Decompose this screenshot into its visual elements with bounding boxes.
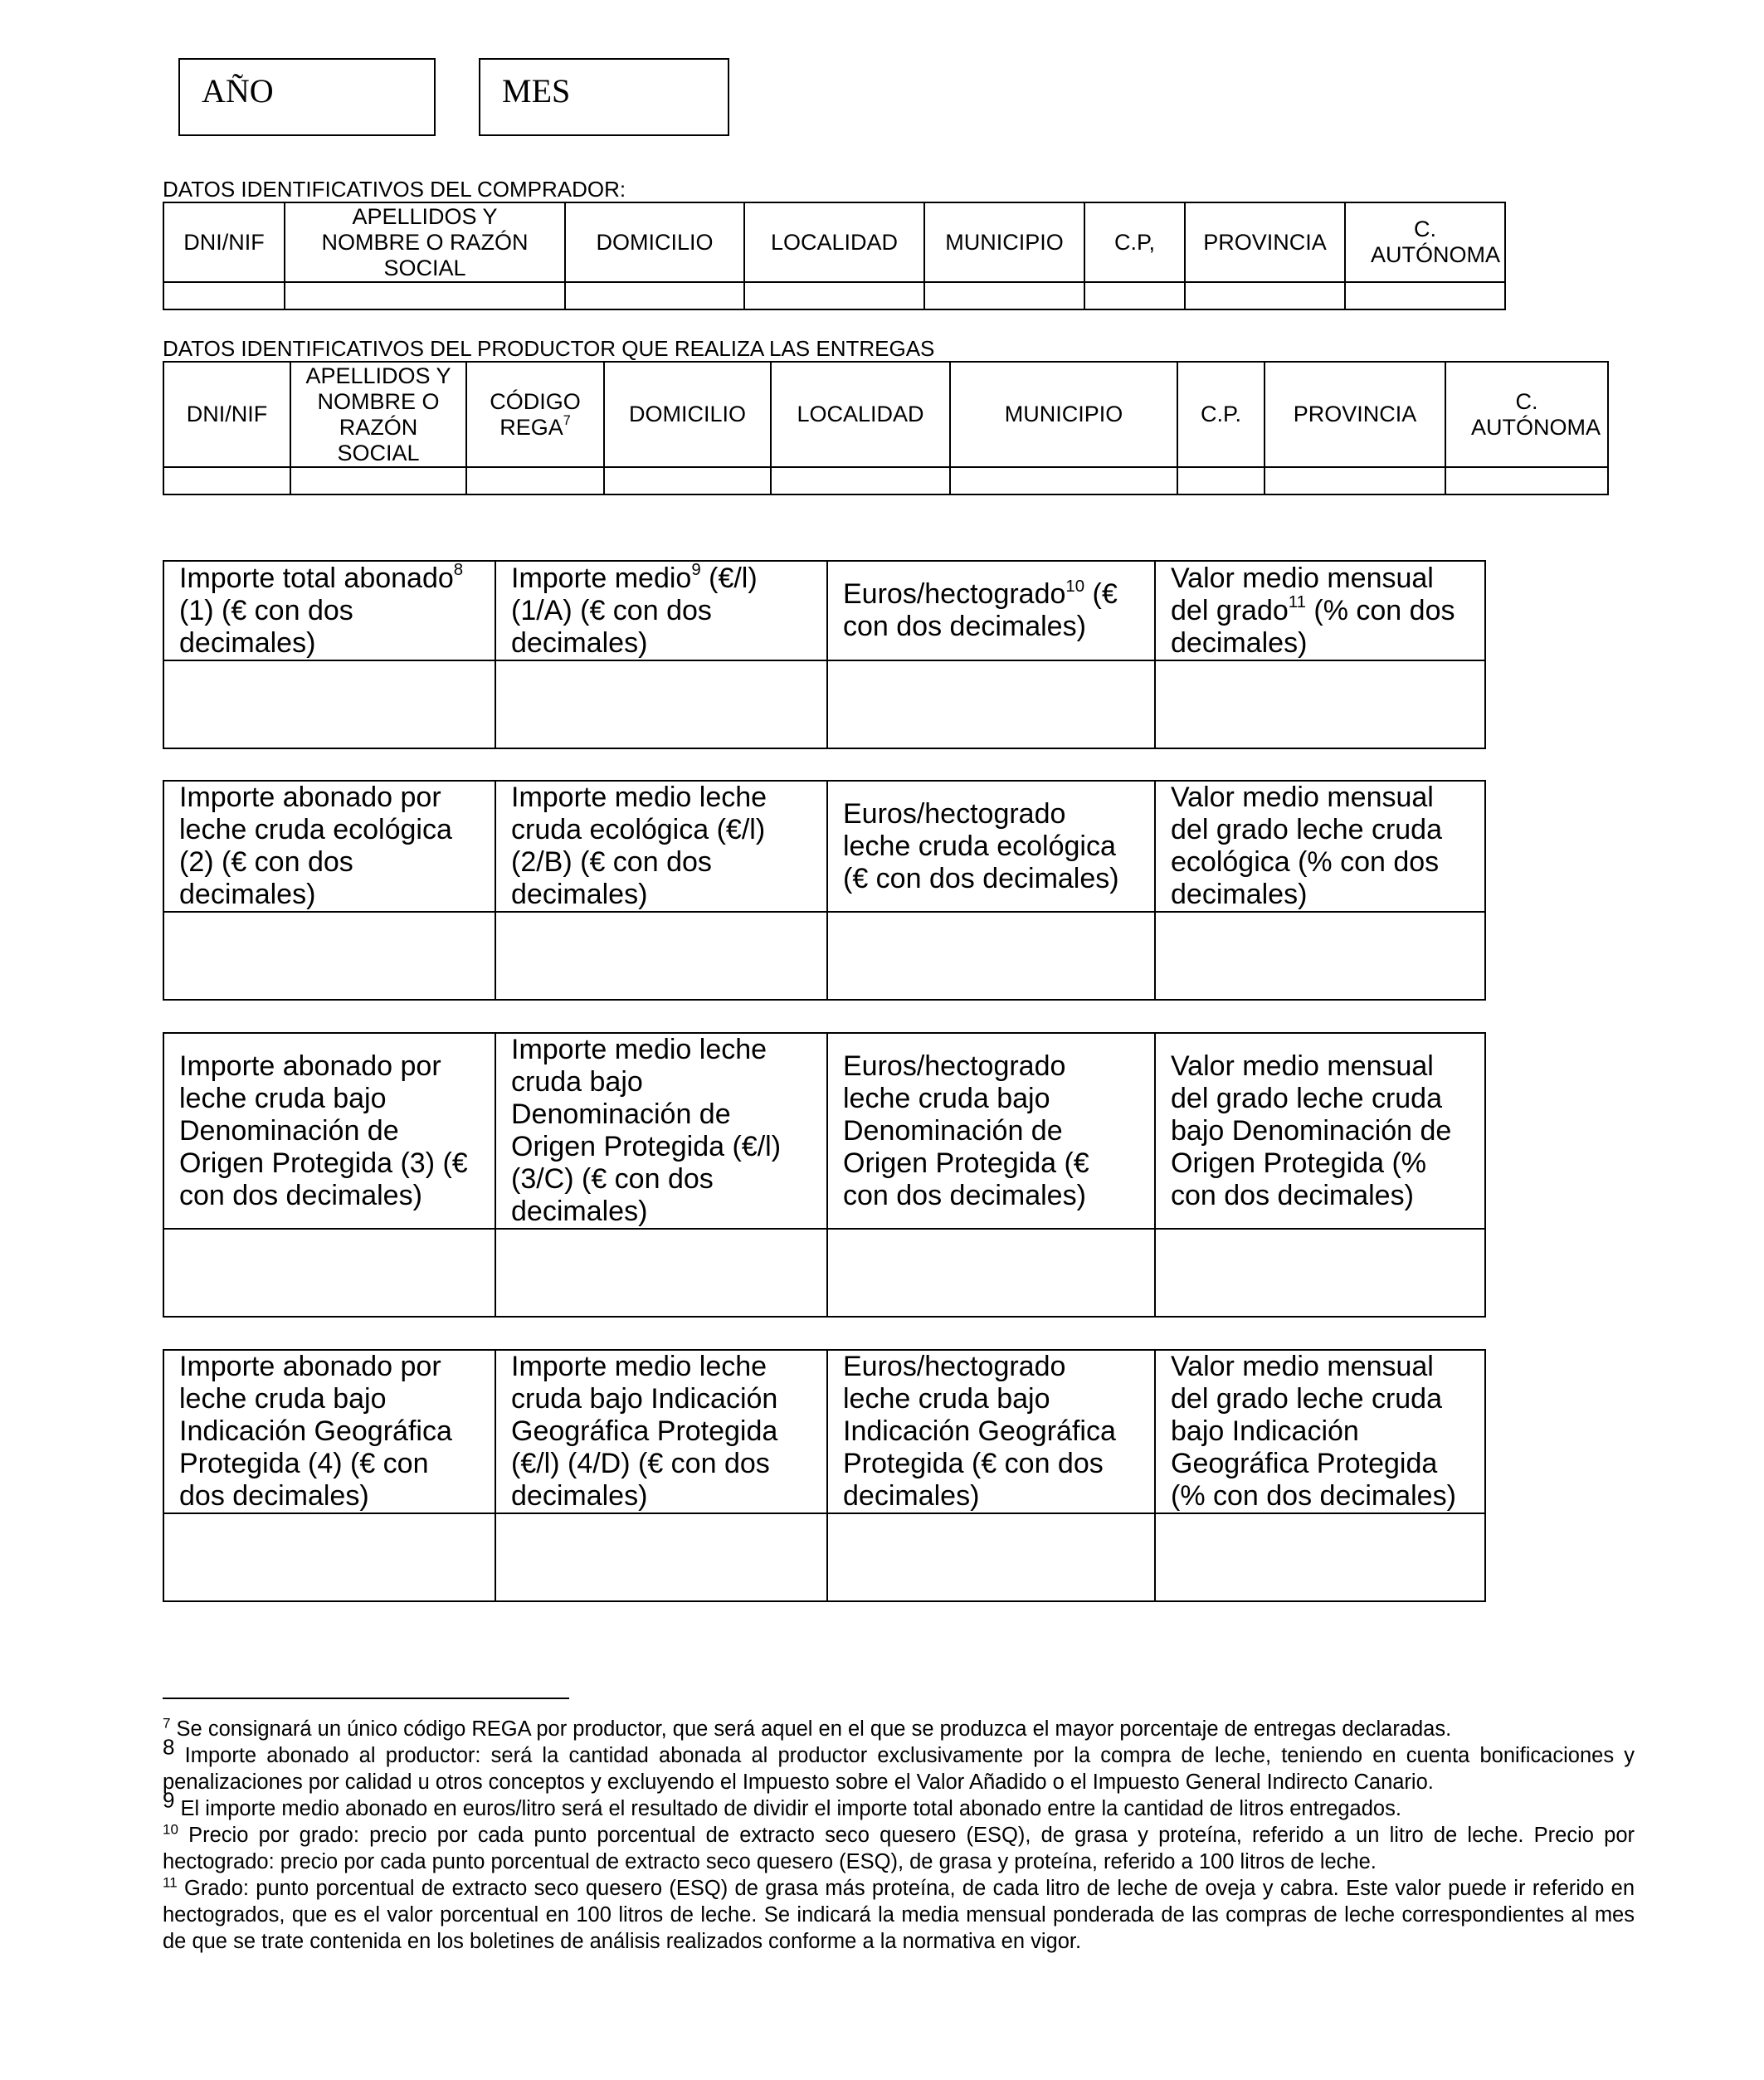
dop-header-medio: Importe medio leche cruda bajo Denominación de Origen Protegida (€/l) (3/C) (€ con dos decimales): [495, 1033, 827, 1229]
ecologica-input-hectogrado[interactable]: [827, 912, 1155, 1000]
month-label: MES: [502, 72, 571, 110]
producer-header-localidad: LOCALIDAD: [771, 362, 950, 467]
buyer-header-autonomia: C. AUTÓNOMA: [1345, 202, 1505, 282]
producer-header-cp: C.P.: [1177, 362, 1265, 467]
dop-input-medio[interactable]: [495, 1229, 827, 1317]
dop-table: [163, 1032, 1486, 1318]
ecologica-input-importe[interactable]: [163, 912, 495, 1000]
footnote-8: 8 Importe abonado al productor: será la cantidad abonada al productor exclusivamente por la compra de leche, teniendo en cuenta bonificaciones y penalizaciones por calidad u otros conceptos y excluyendo el Impuesto sobre el Valor Añadido o el Impuesto General Indirecto Canario.: [163, 1734, 1635, 1794]
total-header-importe: Importe total abonado$^8$ (1) (€ con dos decimales): [163, 561, 495, 660]
footnote-9: 9 El importe medio abonado en euros/litro será el resultado de dividir el importe total abonado entre la cantidad de litros entregados.: [163, 1787, 1401, 1820]
footnotes: [163, 1716, 1635, 1955]
total-input-grado[interactable]: [1155, 660, 1485, 748]
buyer-header-domicilio: DOMICILIO: [565, 202, 744, 282]
igp-header-hectogrado: Euros/hectogrado leche cruda bajo Indicación Geográfica Protegida (€ con dos decimales): [827, 1350, 1155, 1513]
producer-input-cp[interactable]: [1177, 467, 1265, 494]
total-header-grado: Valor medio mensual del grado$^{11}$ (% con dos decimales): [1155, 561, 1485, 660]
ecologica-header-medio: Importe medio leche cruda ecológica (€/l) (2/B) (€ con dos decimales): [495, 781, 827, 912]
buyer-section-title: DATOS IDENTIFICATIVOS DEL COMPRADOR:: [163, 177, 626, 202]
month-field[interactable]: [479, 58, 729, 136]
ecologica-input-medio[interactable]: [495, 912, 827, 1000]
producer-header-provincia: PROVINCIA: [1265, 362, 1445, 467]
producer-header-domicilio: DOMICILIO: [604, 362, 771, 467]
total-input-medio[interactable]: [495, 660, 827, 748]
buyer-input-dni[interactable]: [163, 282, 285, 309]
buyer-header-localidad: LOCALIDAD: [744, 202, 924, 282]
buyer-input-cp[interactable]: [1084, 282, 1185, 309]
buyer-header-dni: DNI/NIF: [163, 202, 285, 282]
producer-input-domicilio[interactable]: [604, 467, 771, 494]
producer-input-municipio[interactable]: [950, 467, 1177, 494]
producer-input-provincia[interactable]: [1265, 467, 1445, 494]
ecologica-header-hectogrado: Euros/hectogrado leche cruda ecológica (€ con dos decimales): [827, 781, 1155, 912]
buyer-input-provincia[interactable]: [1185, 282, 1345, 309]
dop-input-hectogrado[interactable]: [827, 1229, 1155, 1317]
total-header-medio: Importe medio$^9$ (€/l) (1/A) (€ con dos decimales): [495, 561, 827, 660]
footnote-separator: [163, 1698, 569, 1699]
footnote-7: $^7$ Se consignará un único código REGA por productor, que será aquel en el que se produzca el mayor porcentaje de entregas declaradas.: [163, 1715, 1452, 1741]
buyer-input-municipio[interactable]: [924, 282, 1084, 309]
rega-footnote-ref: 7: [563, 412, 571, 428]
total-input-importe[interactable]: [163, 660, 495, 748]
dop-header-hectogrado: Euros/hectogrado leche cruda bajo Denominación de Origen Protegida (€ con dos decimales): [827, 1033, 1155, 1229]
producer-input-rega[interactable]: [466, 467, 604, 494]
producer-input-name[interactable]: [290, 467, 466, 494]
year-label: AÑO: [202, 72, 274, 110]
dop-input-importe[interactable]: [163, 1229, 495, 1317]
igp-header-grado: Valor medio mensual del grado leche cruda bajo Indicación Geográfica Protegida (% con dos decimales): [1155, 1350, 1485, 1513]
dop-header-grado: Valor medio mensual del grado leche cruda bajo Denominación de Origen Protegida (% con dos decimales): [1155, 1033, 1485, 1229]
producer-header-dni: DNI/NIF: [163, 362, 290, 467]
ecologica-table: [163, 780, 1486, 1001]
dop-input-grado[interactable]: [1155, 1229, 1485, 1317]
ecologica-header-grado: Valor medio mensual del grado leche cruda ecológica (% con dos decimales): [1155, 781, 1485, 912]
buyer-table: [163, 202, 1506, 310]
buyer-header-provincia: PROVINCIA: [1185, 202, 1345, 282]
buyer-input-autonomia[interactable]: [1345, 282, 1505, 309]
total-header-hectogrado: Euros/hectogrado$^{10}$ (€ con dos decimales): [827, 561, 1155, 660]
dop-header-importe: Importe abonado por leche cruda bajo Denominación de Origen Protegida (3) (€ con dos decimales): [163, 1033, 495, 1229]
buyer-input-domicilio[interactable]: [565, 282, 744, 309]
producer-header-rega: CÓDIGO REGA$^7$: [466, 362, 604, 467]
year-field[interactable]: [178, 58, 436, 136]
igp-input-medio[interactable]: [495, 1513, 827, 1601]
igp-table: [163, 1349, 1486, 1602]
igp-header-importe: Importe abonado por leche cruda bajo Indicación Geográfica Protegida (4) (€ con dos decimales): [163, 1350, 495, 1513]
buyer-header-cp: C.P,: [1084, 202, 1185, 282]
buyer-input-name[interactable]: [285, 282, 565, 309]
producer-input-autonomia[interactable]: [1445, 467, 1608, 494]
total-input-hectogrado[interactable]: [827, 660, 1155, 748]
igp-input-grado[interactable]: [1155, 1513, 1485, 1601]
producer-header-name: APELLIDOS Y NOMBRE O RAZÓN SOCIAL: [290, 362, 466, 467]
ecologica-input-grado[interactable]: [1155, 912, 1485, 1000]
producer-input-localidad[interactable]: [771, 467, 950, 494]
footnote-10: $^{10}$ Precio por grado: precio por cada punto porcentual de extracto seco quesero (ESQ), de grasa y proteína, referido a un litro de leche. Precio por hectogrado: precio por cada punto porcentual de extracto seco quesero (ESQ), de grasa y proteína, referido a 100 litros de leche.: [163, 1821, 1635, 1873]
producer-header-municipio: MUNICIPIO: [950, 362, 1177, 467]
igp-input-importe[interactable]: [163, 1513, 495, 1601]
buyer-header-name: APELLIDOS Y NOMBRE O RAZÓN SOCIAL: [285, 202, 565, 282]
producer-header-autonomia: C. AUTÓNOMA: [1445, 362, 1608, 467]
ecologica-header-importe: Importe abonado por leche cruda ecológica (2) (€ con dos decimales): [163, 781, 495, 912]
producer-table: [163, 361, 1609, 495]
footnote-11: $^{11}$ Grado: punto porcentual de extracto seco quesero (ESQ) de grasa más proteína, de cada litro de leche de oveja y cabra. Este valor puede ir referido en hectogrados, que es el valor porcentual en 100 litros de leche. Se indicará la media mensual ponderada de las compras de leche correspondientes al mes de que se trate contenida en los boletines de análisis realizados conforme a la normativa en vigor.: [163, 1874, 1635, 1953]
buyer-header-municipio: MUNICIPIO: [924, 202, 1084, 282]
total-amounts-table: [163, 560, 1486, 749]
igp-input-hectogrado[interactable]: [827, 1513, 1155, 1601]
buyer-input-localidad[interactable]: [744, 282, 924, 309]
producer-section-title: DATOS IDENTIFICATIVOS DEL PRODUCTOR QUE REALIZA LAS ENTREGAS: [163, 336, 935, 361]
igp-header-medio: Importe medio leche cruda bajo Indicación Geográfica Protegida (€/l) (4/D) (€ con dos decimales): [495, 1350, 827, 1513]
producer-input-dni[interactable]: [163, 467, 290, 494]
